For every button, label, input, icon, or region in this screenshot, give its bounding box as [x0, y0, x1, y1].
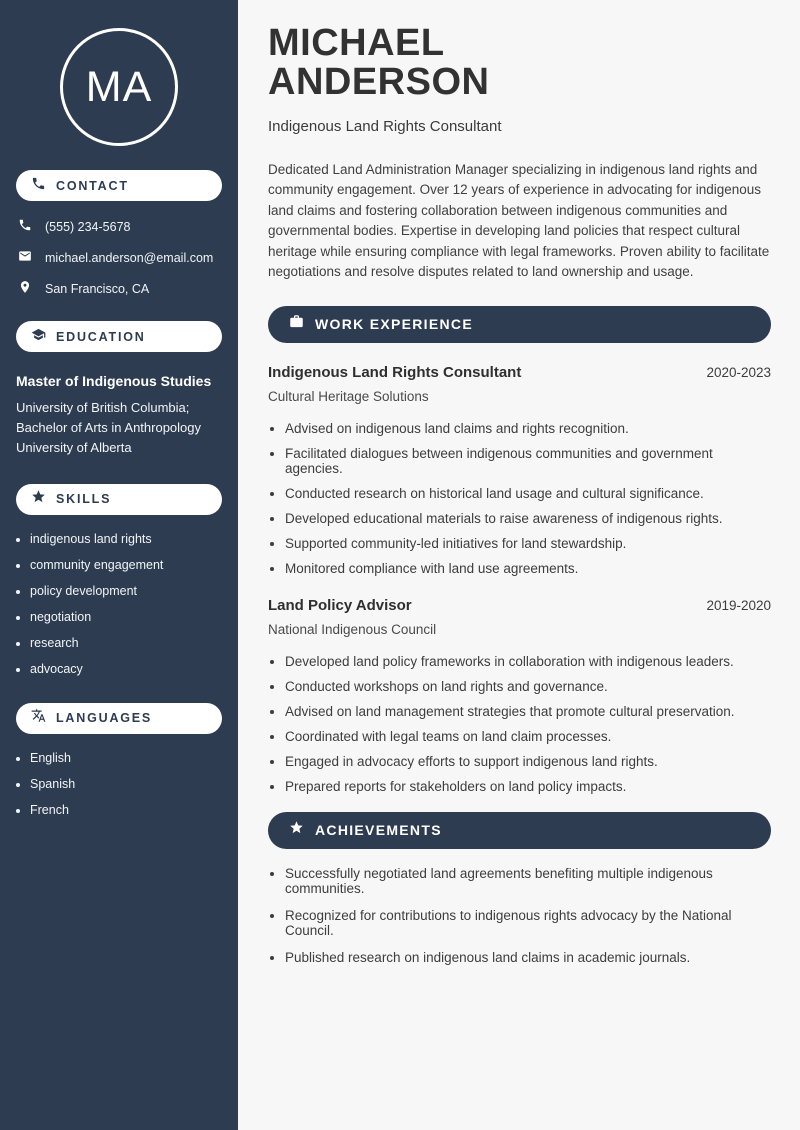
job-bullet: • Coordinated with legal teams on land claim processes. — [285, 729, 771, 744]
achievement-bullet: • Successfully negotiated land agreements benefiting multiple indigenous communities. — [285, 866, 771, 896]
job-bullet: • Facilitated dialogues between indigenous communities and government agencies. — [285, 446, 771, 476]
education-line: University of Alberta — [16, 439, 132, 455]
job-bullet: • Engaged in advocacy efforts to support indigenous land rights. — [285, 754, 771, 769]
skill-item: • indigenous land rights — [30, 532, 222, 546]
skills-section-title: SKILLS — [56, 492, 112, 507]
location-pin-icon — [18, 280, 32, 297]
achievement-bullet: • Published research on indigenous land claims in academic journals. — [285, 950, 771, 965]
job-bullet: • Prepared reports for stakeholders on land policy impacts. — [285, 779, 771, 794]
achievements-section-header — [268, 812, 771, 849]
graduation-cap-icon — [31, 327, 46, 347]
skill-item: • policy development — [30, 584, 222, 598]
job-bullet: • Advised on indigenous land claims and rights recognition. — [285, 421, 771, 436]
contact-location-text: San Francisco, CA — [45, 281, 150, 296]
job-bullet: • Advised on land management strategies that promote cultural preservation. — [285, 704, 771, 719]
skills-list — [16, 532, 222, 676]
job-title: Indigenous Land Rights Consultant — [268, 363, 522, 381]
phone-icon — [31, 176, 46, 196]
contact-section-header — [16, 170, 222, 201]
person-name-line2: ANDERSON — [268, 60, 490, 103]
job-bullet: • Developed land policy frameworks in collaboration with indigenous leaders. — [285, 654, 771, 669]
education-degree: Master of Indigenous Studies — [16, 373, 212, 389]
contact-phone — [18, 218, 238, 235]
summary-paragraph: Dedicated Land Administration Manager specializing in indigenous land rights and community engagement. Over 12 years of experience in advocating for indigenous land claims and fostering collaboration between indigenous communities and governmental bodies. Expertise in developing land policies that respect cultural heritage while ensuring compliance with legal frameworks. Proven ability to facilitate negotiations and resolve disputes related to land ownership and usage. — [268, 161, 770, 280]
contact-email-text: michael.anderson@email.com — [45, 250, 214, 265]
achievements-list — [268, 866, 771, 965]
skills-section-header — [16, 484, 222, 515]
work-experience-section-title: WORK EXPERIENCE — [315, 316, 473, 333]
avatar-initials: MA — [85, 62, 153, 111]
work-experience-section-header — [268, 306, 771, 343]
job-entry — [268, 364, 771, 576]
skill-item: • advocacy — [30, 662, 222, 676]
achievements-section-title: ACHIEVEMENTS — [315, 822, 442, 839]
contact-list — [18, 218, 238, 297]
person-name — [268, 24, 771, 102]
job-company: Cultural Heritage Solutions — [268, 388, 429, 404]
job-bullet: • Conducted workshops on land rights and governance. — [285, 679, 771, 694]
languages-section-title: LANGUAGES — [56, 711, 153, 726]
person-job-title: Indigenous Land Rights Consultant — [268, 117, 502, 135]
language-item: • English — [30, 751, 222, 765]
education-block — [16, 371, 224, 458]
translate-icon — [31, 708, 46, 728]
job-header — [268, 364, 771, 381]
education-line: Bachelor of Arts in Anthropology — [16, 419, 202, 435]
job-bullet-list — [268, 421, 771, 576]
star-icon — [31, 489, 46, 509]
education-line: University of British Columbia; — [16, 399, 190, 415]
job-bullet: • Conducted research on historical land usage and cultural significance. — [285, 486, 771, 501]
job-company: National Indigenous Council — [268, 621, 437, 637]
languages-list — [16, 751, 222, 817]
contact-location — [18, 280, 238, 297]
person-name-line1: MICHAEL — [268, 22, 445, 64]
job-title: Land Policy Advisor — [268, 596, 412, 614]
phone-icon — [18, 218, 32, 235]
skill-item: • community engagement — [30, 558, 222, 572]
achievement-bullet: • Recognized for contributions to indigenous rights advocacy by the National Council. — [285, 908, 771, 938]
job-dates: 2019-2020 — [706, 597, 771, 613]
job-bullet: • Supported community-led initiatives for land stewardship. — [285, 536, 771, 551]
education-section-title: EDUCATION — [56, 329, 146, 344]
languages-section-header — [16, 703, 222, 734]
skill-item: • research — [30, 636, 222, 650]
job-bullet: • Developed educational materials to raise awareness of indigenous rights. — [285, 511, 771, 526]
email-icon — [18, 249, 32, 266]
contact-phone-text: (555) 234-5678 — [45, 219, 131, 234]
avatar — [60, 28, 178, 146]
skill-item: • negotiation — [30, 610, 222, 624]
contact-section-title: CONTACT — [56, 178, 129, 193]
language-item: • French — [30, 803, 222, 817]
star-icon — [289, 820, 304, 840]
education-section-header — [16, 321, 222, 352]
job-dates: 2020-2023 — [706, 364, 771, 380]
job-entry — [268, 597, 771, 794]
job-bullet: • Monitored compliance with land use agreements. — [285, 561, 771, 576]
briefcase-icon — [289, 314, 304, 334]
job-bullet-list — [268, 654, 771, 794]
main-content — [238, 0, 800, 1130]
language-item: • Spanish — [30, 777, 222, 791]
contact-email — [18, 249, 238, 266]
sidebar — [0, 0, 238, 1130]
job-header — [268, 597, 771, 614]
